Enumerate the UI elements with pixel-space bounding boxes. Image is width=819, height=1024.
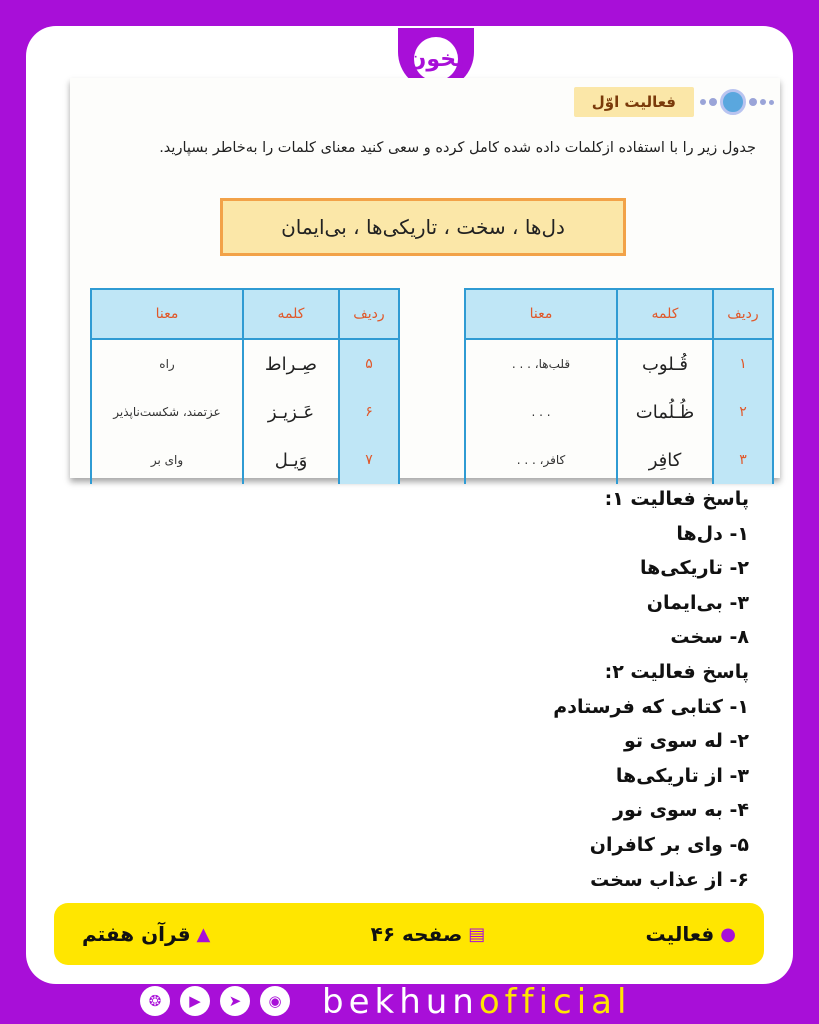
row-num: ۲ — [713, 388, 773, 436]
answer-line: ۲- تاریکی‌ها — [639, 557, 749, 580]
answer-line: ۱- دل‌ها — [676, 522, 749, 545]
row-meaning: کافر، . . . — [465, 436, 617, 484]
brand-wordmark — [322, 982, 631, 1022]
graduation-books-icon: ▲ — [196, 923, 211, 945]
answer-line: ۶- از عذاب سخت — [590, 868, 749, 891]
answer-line: ۳- از تاریکی‌ها — [615, 764, 749, 787]
row-word: صِـراط — [243, 339, 339, 388]
answer-line: ۳- بی‌ایمان — [646, 591, 749, 614]
row-meaning: راه — [91, 339, 243, 388]
footer-page — [371, 922, 486, 946]
row-word: ظُـلُمات — [617, 388, 713, 436]
footer-book-label: قرآن هفتم — [82, 922, 191, 946]
header-word: کلمه — [617, 289, 713, 339]
telegram-icon[interactable]: ➤ — [220, 986, 250, 1016]
row-meaning: عزتمند، شکست‌ناپذیر — [91, 388, 243, 436]
header-meaning: معنا — [91, 289, 243, 339]
youtube-icon[interactable]: ▶ — [180, 986, 210, 1016]
header-meaning: معنا — [465, 289, 617, 339]
answer-line: ۱- کتابی که فرستادم — [553, 695, 749, 718]
header-row-num: ردیف — [713, 289, 773, 339]
footer-activity-label: فعالیت — [645, 922, 715, 946]
activity-heading — [570, 82, 780, 122]
row-word: کافِر — [617, 436, 713, 484]
content-card — [26, 26, 793, 984]
row-word: عَـزیـز — [243, 388, 339, 436]
table-row — [465, 339, 773, 388]
answer-heading-1: پاسخ فعالیت ۱: — [604, 488, 749, 510]
row-word: وَیـل — [243, 436, 339, 484]
word-bank: دل‌ها ، سخت ، تاریکی‌ها ، بی‌ایمان — [220, 198, 626, 256]
footer-book — [82, 922, 210, 946]
activity-instruction: جدول زیر را با استفاده ازکلمات داده شده کامل کرده و سعی کنید معنای کلمات را به‌خاطر بسپارید. — [159, 140, 756, 156]
brand-part1: bekhun — [322, 982, 479, 1022]
answer-line: ۴- به سوی نور — [613, 799, 749, 822]
table-row — [91, 436, 399, 484]
answers-list — [553, 482, 749, 897]
student-icon: ● — [720, 923, 736, 945]
instagram-icon[interactable]: ◉ — [260, 986, 290, 1016]
activity-title: فعالیت اوّل — [574, 87, 694, 117]
row-word: قُـلوب — [617, 339, 713, 388]
row-meaning: قلب‌ها، . . . — [465, 339, 617, 388]
vocab-table-right — [464, 288, 774, 484]
decorative-dots-icon — [700, 89, 774, 115]
row-num: ۶ — [339, 388, 399, 436]
vocab-table-left — [90, 288, 400, 484]
row-meaning: . . . — [465, 388, 617, 436]
table-row — [465, 388, 773, 436]
answer-heading-2: پاسخ فعالیت ۲: — [604, 660, 749, 683]
header-row-num: ردیف — [339, 289, 399, 339]
answer-line: ۵- وای بر کافران — [589, 833, 749, 856]
header-word: کلمه — [243, 289, 339, 339]
footer-page-label: صفحه ۴۶ — [370, 922, 463, 946]
textbook-scan — [70, 78, 780, 478]
row-num: ۳ — [713, 436, 773, 484]
logo-mark: بخون — [414, 37, 458, 81]
footer-info-bar — [54, 903, 764, 965]
row-num: ۷ — [339, 436, 399, 484]
brand-part2: official — [478, 982, 632, 1022]
table-row — [91, 388, 399, 436]
row-meaning: وای بر — [91, 436, 243, 484]
answer-line: ۲- له سوی تو — [623, 730, 749, 753]
table-row — [465, 436, 773, 484]
answer-line: ۸- سخت — [670, 626, 749, 649]
film-reel-icon[interactable]: ❂ — [140, 986, 170, 1016]
row-num: ۱ — [713, 339, 773, 388]
footer-activity — [646, 922, 736, 946]
open-book-icon: ▤ — [468, 923, 486, 945]
social-links — [140, 984, 290, 1018]
table-row — [91, 339, 399, 388]
row-num: ۵ — [339, 339, 399, 388]
